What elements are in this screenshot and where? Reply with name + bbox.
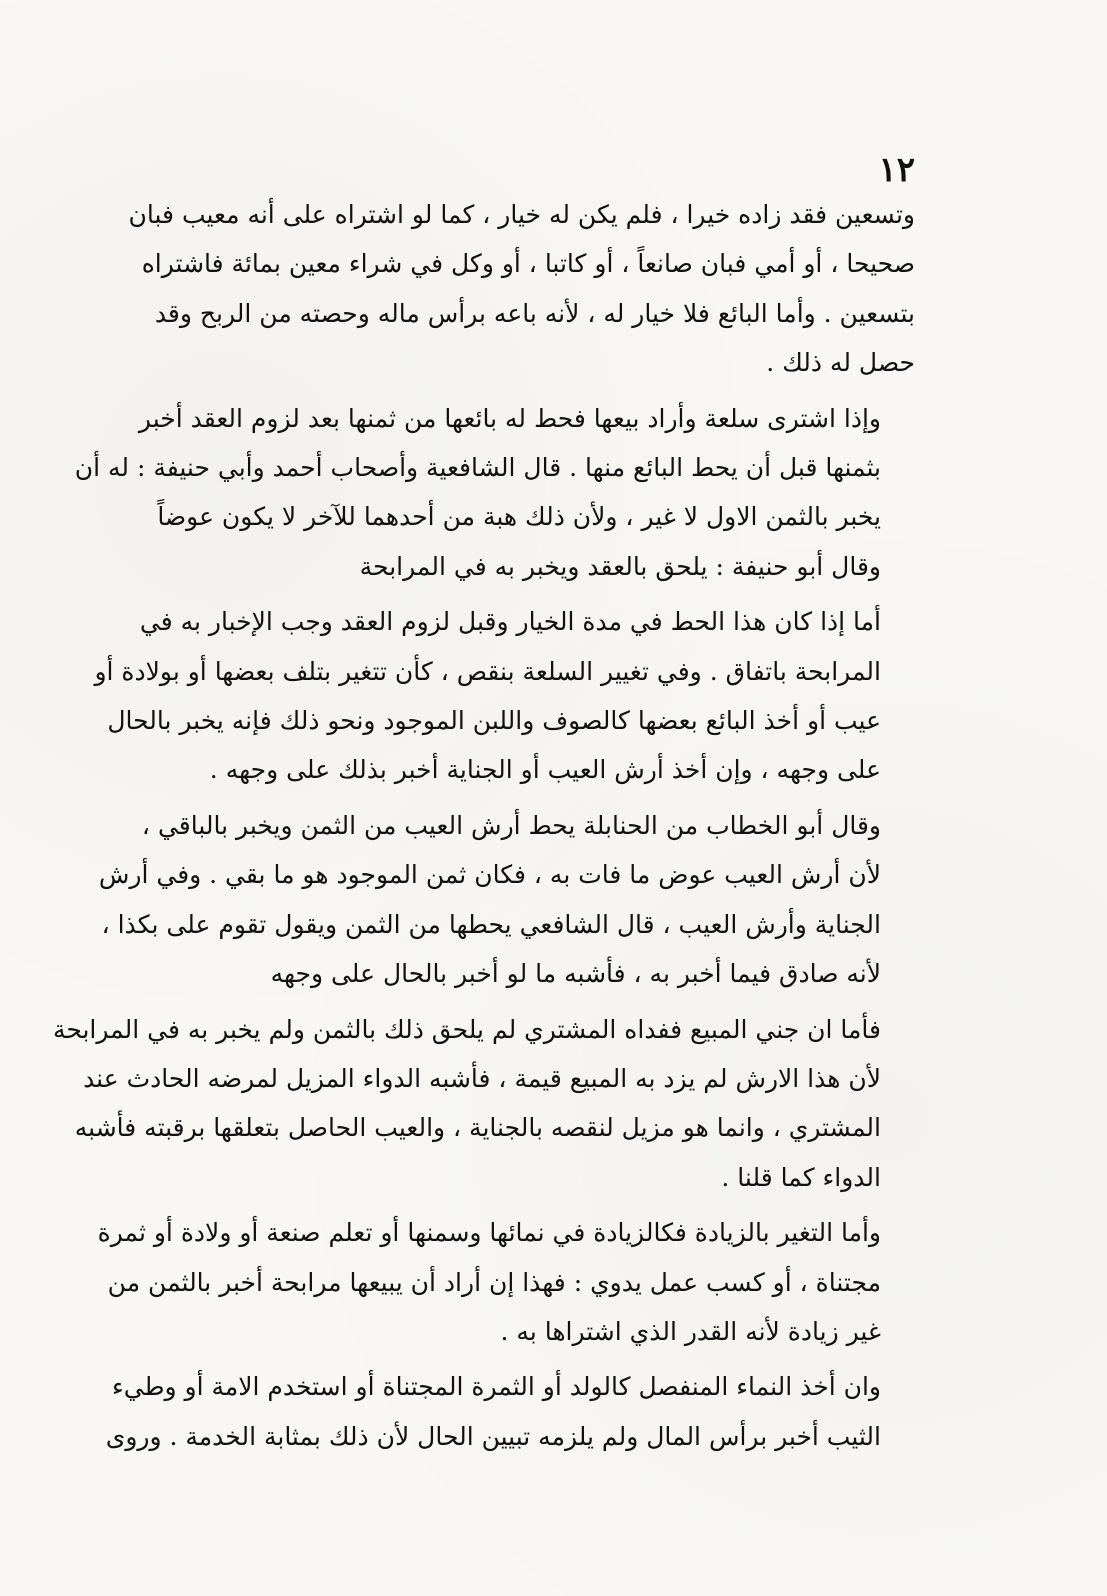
body-text	[52, 190, 915, 1467]
text-line: وإذا اشترى سلعة وأراد بيعها فحط له بائعها من ثمنها بعد لزوم العقد أخبر	[138, 403, 881, 433]
paragraph	[128, 190, 915, 388]
text-line: حصل له ذلك .	[766, 348, 915, 378]
paragraph	[52, 1005, 915, 1203]
text-line: صحيحا ، أو أمي فبان صانعاً ، أو كاتبا ، أو وكل في شراء معين بمائة فاشتراه	[141, 249, 915, 279]
text-line: بثمنها قبل أن يحط البائع منها . قال الشافعية وأصحاب أحمد وأبي حنيفة : له أن	[74, 453, 881, 483]
text-line: وتسعين فقد زاده خيرا ، فلم يكن له خيار ، كما لو اشتراه على أنه معيب فبان	[128, 200, 915, 229]
paragraph	[98, 801, 915, 999]
text-line: وقال أبو حنيفة : يلحق بالعقد ويخبر به في المرابحة	[359, 551, 881, 581]
text-line: وأما التغير بالزيادة فكالزيادة في نمائها وسمنها أو تعلم صنعة أو ولادة أو ثمرة	[97, 1218, 881, 1248]
text-line: لأنه صادق فيما أخبر به ، فأشبه ما لو أخبر بالحال على وجهه	[270, 959, 881, 989]
text-line: أما إذا كان هذا الحط في مدة الخيار وقبل لزوم العقد وجب الإخبار به في	[139, 607, 881, 637]
text-line: لأن أرش العيب عوض ما فات به ، فكان ثمن الموجود هو ما بقي . وفي أرش	[98, 860, 881, 890]
text-line: وقال أبو الخطاب من الحنابلة يحط أرش العيب من الثمن ويخبر بالباقي ،	[141, 810, 881, 840]
text-line: يخبر بالثمن الاول لا غير ، ولأن ذلك هبة من أحدهما للآخر لا يكون عوضاً	[157, 502, 881, 532]
paragraph	[97, 1208, 915, 1356]
text-line: غير زيادة لأنه القدر الذي اشتراها به .	[500, 1316, 881, 1346]
text-line: مجتناة ، أو كسب عمل يدوي : فهذا إن أراد أن يبيعها مرابحة أخبر بالثمن من	[107, 1267, 881, 1297]
text-line: المشتري ، وانما هو مزيل لنقصه بالجناية ، والعيب الحاصل بتعلقها برقبته فأشبه	[74, 1113, 881, 1143]
paragraph	[74, 394, 915, 592]
paragraph	[105, 1362, 915, 1461]
text-line: لأن هذا الارش لم يزد به المبيع قيمة ، فأشبه الدواء المزيل لمرضه الحادث عند	[83, 1063, 881, 1093]
text-line: وان أخذ النماء المنفصل كالولد أو الثمرة المجتناة أو استخدم الامة أو وطيء	[111, 1372, 881, 1402]
text-line: عيب أو أخذ البائع بعضها كالصوف واللبن الموجود ونحو ذلك فإنه يخبر بالحال	[107, 706, 881, 736]
page-number: ١٢	[878, 150, 915, 190]
paragraph	[94, 597, 915, 795]
text-line: الدواء كما قلنا .	[721, 1162, 881, 1192]
text-line: فأما ان جني المبيع ففداه المشتري لم يلحق ذلك بالثمن ولم يخبر به في المرابحة	[52, 1014, 881, 1044]
text-line: الثيب أخبر برأس المال ولم يلزمه تبيين الحال لأن ذلك بمثابة الخدمة . وروى	[105, 1421, 881, 1451]
text-line: بتسعين . وأما البائع فلا خيار له ، لأنه باعه برأس ماله وحصته من الربح وقد	[154, 298, 915, 328]
text-line: الجناية وأرش العيب ، قال الشافعي يحطها من الثمن ويقول تقوم على بكذا ،	[101, 909, 881, 939]
text-line: على وجهه ، وإن أخذ أرش العيب أو الجناية أخبر بذلك على وجهه .	[209, 755, 881, 785]
text-line: المرابحة باتفاق . وفي تغيير السلعة بنقص ، كأن تتغير بتلف بعضها أو بولادة أو	[94, 656, 881, 686]
